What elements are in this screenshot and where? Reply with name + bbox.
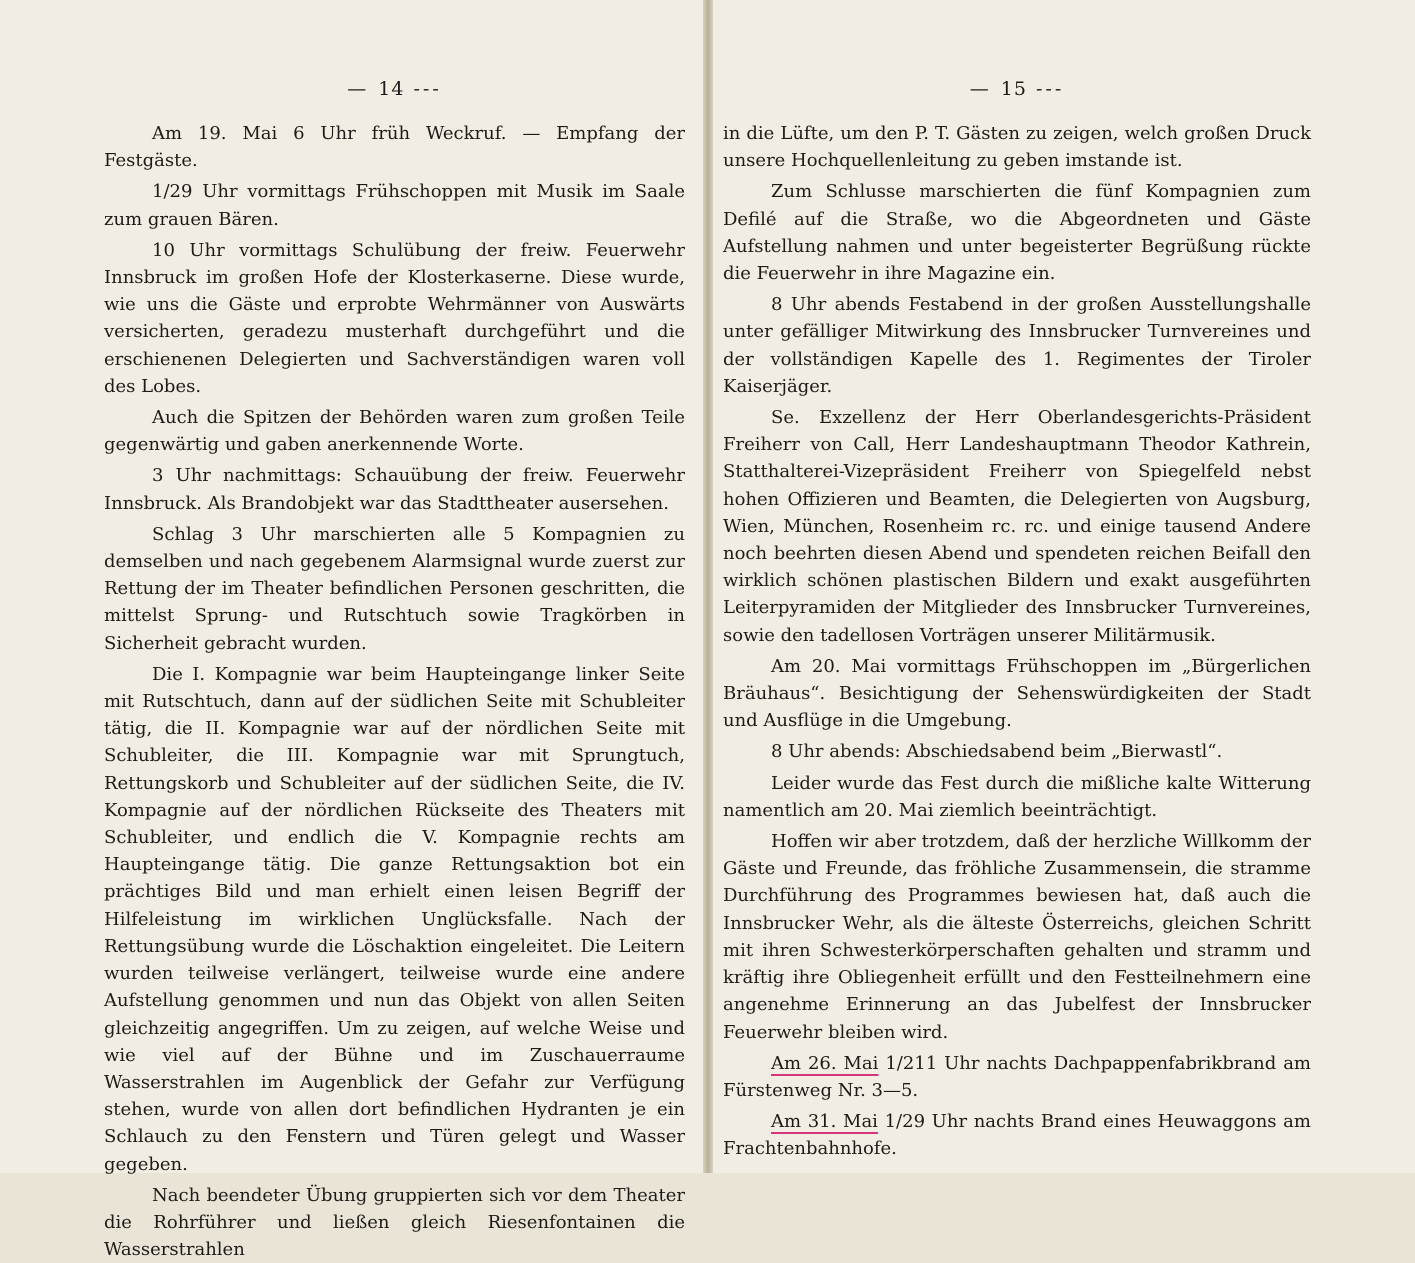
paragraph: 8 Uhr abends Festabend in der großen Ausstellungshalle unter gefälliger Mitwirkung des Innsbrucker Turnvereines und der vollständigen Kapelle des 1. Regimentes der Tiroler Kaiserjäger. [723, 294, 1311, 397]
fire-note-26-may [723, 1050, 1311, 1104]
page-number-right: — 15 --- [969, 78, 1065, 100]
pencil-underline-mark: Am 26. Mai [771, 1052, 879, 1074]
paragraph: Am 19. Mai 6 Uhr früh Weckruf. — Empfang der Festgäste. [104, 123, 685, 172]
paragraph: Auch die Spitzen der Behörden waren zum großen Teile gegenwärtig und gaben anerkennende Worte. [104, 407, 685, 456]
paragraph: Se. Exzellenz der Herr Oberlandesgerichts-Präsident Freiherr von Call, Herr Landeshauptmann Theodor Kathrein, Statthalterei-Vizepräsident Freiherr von Spiegelfeld nebst hohen Offizieren und Beamten, die Delegierten von Augsburg, Wien, München, Rosenheim rc. rc. und einige tausend Andere noch beehrten diesen Abend und spendeten reichen Beifall den wirklich schönen plastischen Bildern und exakt ausgeführten Leiterpyramiden der Mitglieder des Innsbrucker Turnvereines, sowie den tadellosen Vorträgen unserer Militärmusik. [723, 407, 1311, 646]
paragraph: Hoffen wir aber trotzdem, daß der herzliche Willkomm der Gäste und Freunde, das fröhliche Zusammensein, die stramme Durchführung des Programmes bewiesen hat, daß auch die Innsbrucker Wehr, als die älteste Österreichs, gleichen Schritt mit ihren Schwesterkörperschaften gehalten und stramm und kräftig ihre Obliegenheit erfüllt und den Festteilnehmern eine angenehme Erinnerung an das Jubelfest der Innsbrucker Feuerwehr bleiben wird. [723, 831, 1311, 1043]
page-number-left: — 14 --- [347, 78, 442, 100]
paragraph: Am 20. Mai vormittags Frühschoppen im „Bürgerlichen Bräuhaus“. Besichtigung der Sehenswürdigkeiten der Stadt und Ausflüge in die Umgebung. [723, 655, 1311, 732]
paragraph: Nach beendeter Übung gruppierten sich vor dem Theater die Rohrführer und ließen gleich Riesenfontainen die Wasserstrahlen [104, 1184, 685, 1261]
paragraph: 10 Uhr vormittags Schulübung der freiw. Feuerwehr Innsbruck im großen Hofe der Klosterkaserne. Diese wurde, wie uns die Gäste und erprobte Wehrmänner von Auswärts versicherten, geradezu musterhaft durchgeführt und die erschienenen Delegierten und Sachverständigen waren voll des Lobes. [104, 239, 685, 397]
pencil-underline-mark: Am 31. Mai [771, 1111, 878, 1133]
paragraph: in die Lüfte, um den P. T. Gästen zu zeigen, welch großen Druck unsere Hochquellenleitung zu geben imstande ist. [723, 123, 1311, 172]
paragraph: Zum Schlusse marschierten die fünf Kompagnien zum Defilé auf die Straße, wo die Abgeordneten und Gäste Aufstellung nahmen und unter begeisterter Begrüßung rückte die Feuerwehr in ihre Magazine ein. [723, 181, 1311, 285]
paragraph: 1/29 Uhr vormittags Frühschoppen mit Musik im Saale zum grauen Bären. [104, 181, 685, 230]
fire-note-31-may [723, 1108, 1311, 1162]
book-gutter [703, 0, 713, 1173]
right-page [713, 0, 1415, 1173]
note-text: 1/211 Uhr nachts Dachpappenfabrikbrand am Fürstenweg Nr. 3—5. [723, 1052, 1311, 1101]
paragraph: Leider wurde das Fest durch die mißliche kalte Witterung namentlich am 20. Mai ziemlich beeinträchtigt. [723, 772, 1311, 821]
paragraph: 3 Uhr nachmittags: Schauübung der freiw. Feuerwehr Innsbruck. Als Brandobjekt war das Stadttheater ausersehen. [104, 465, 685, 514]
paragraph: Schlag 3 Uhr marschierten alle 5 Kompagnien zu demselben und nach gegebenem Alarmsignal wurde zuerst zur Rettung der im Theater befindlichen Personen geschritten, die mittelst Sprung- und Rutschtuch sowie Tragkörben in Sicherheit gebracht wurden. [104, 523, 685, 654]
paragraph: 8 Uhr abends: Abschiedsabend beim „Bierwastl“. [771, 741, 1223, 763]
note-text: 1/29 Uhr nachts Brand eines Heuwaggons am Frachtenbahnhofe. [723, 1111, 1311, 1160]
left-page [0, 0, 703, 1261]
paragraph: Die I. Kompagnie war beim Haupteingange linker Seite mit Rutschtuch, dann auf der südlichen Seite mit Schubleiter tätig, die II. Kompagnie war auf der nördlichen Seite mit Schubleiter, die III. Kompagnie war mit Sprungtuch, Rettungskorb und Schubleiter auf der südlichen Seite, die IV. Kompagnie auf der nördlichen Rückseite des Theaters mit Schubleiter, und endlich die V. Kompagnie rechts am Haupteingange tätig. Die ganze Rettungsaktion bot ein prächtiges Bild und man erhielt einen leisen Begriff der Hilfeleistung im wirklichen Unglücksfalle. Nach der Rettungsübung wurde die Löschaktion eingeleitet. Die Leitern wurden teilweise verlängert, teilweise wurde eine andere Aufstellung genommen und nun das Objekt von allen Seiten gleichzeitig angegriffen. Um zu zeigen, auf welche Weise und wie viel auf der Bühne und im Zuschauerraume Wasserstrahlen im Augenblick der Gefahr zur Verfügung stehen, wurde von allen dort befindlichen Hydranten je ein Schlauch zu den Fenstern und Türen gelegt und Wasser gegeben. [104, 663, 685, 1175]
